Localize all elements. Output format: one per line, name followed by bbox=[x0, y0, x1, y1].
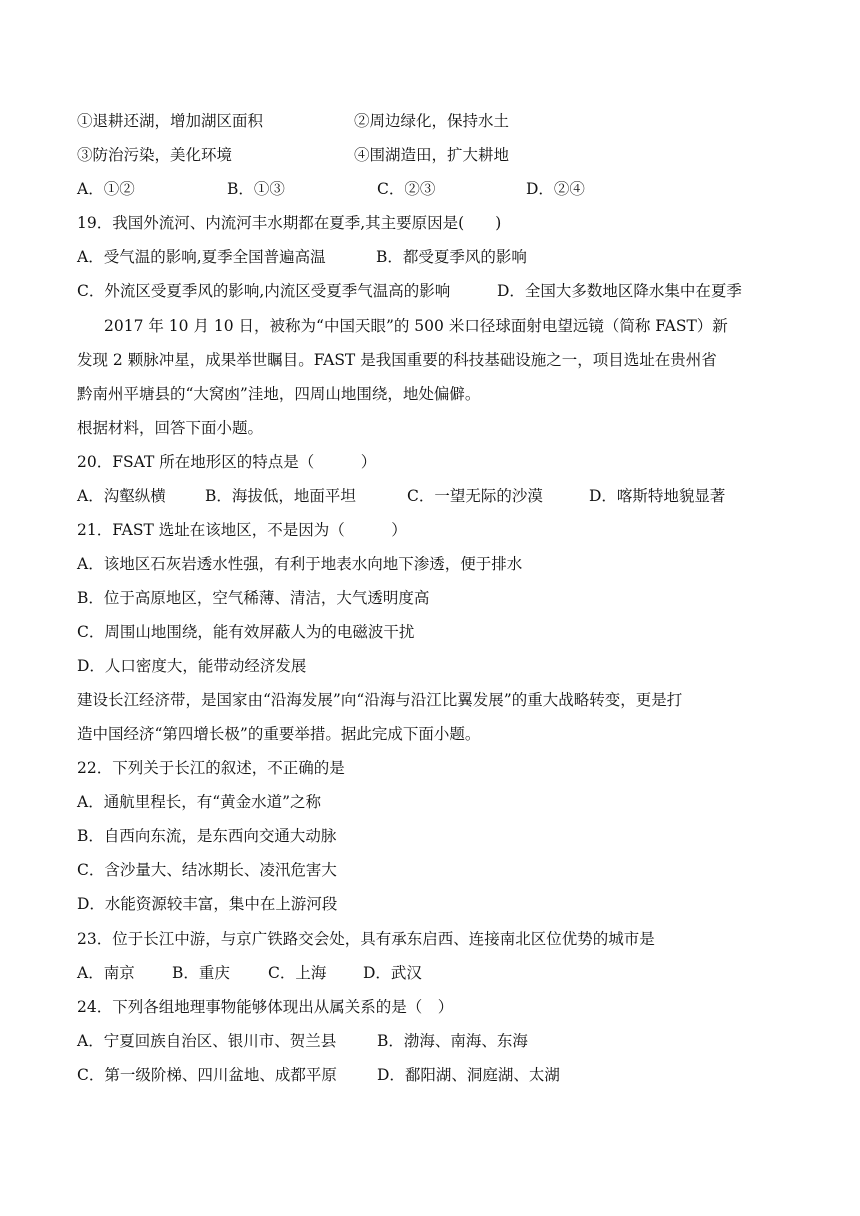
q20-choice-a: A．沟壑纵横 bbox=[77, 487, 166, 505]
material1-line-2: 发现 2 颗脉冲星，成果举世瞩目。FAST 是我国重要的科技基础设施之一，项目选址在贵州省 bbox=[77, 351, 717, 369]
q24-choice-b: B．渤海、南海、东海 bbox=[377, 1032, 528, 1050]
q23-stem: 23．位于长江中游，与京广铁路交会处，具有承东启西、连接南北区位优势的城市是 bbox=[77, 930, 655, 948]
q23-choice-d: D．武汉 bbox=[363, 964, 422, 982]
material2-line-2: 造中国经济“第四增长极”的重要举措。据此完成下面小题。 bbox=[77, 725, 481, 743]
q18-choice-c: C．②③ bbox=[377, 180, 436, 198]
q18-option-row-2 bbox=[77, 145, 510, 165]
q23-choice-a: A．南京 bbox=[77, 964, 135, 982]
q20-choice-c: C．一望无际的沙漠 bbox=[407, 487, 543, 505]
q18-option-1: ①退耕还湖，增加湖区面积 bbox=[77, 112, 264, 130]
q21-choice-a: A．该地区石灰岩透水性强，有利于地表水向地下渗透，便于排水 bbox=[77, 555, 523, 573]
q19-choice-a: A．受气温的影响,夏季全国普遍高温 bbox=[77, 248, 326, 266]
q18-choice-d: D．②④ bbox=[526, 180, 585, 198]
q18-option-row-1 bbox=[77, 111, 510, 131]
material1-line-4: 根据材料，回答下面小题。 bbox=[77, 419, 264, 437]
q23-choice-c: C．上海 bbox=[268, 964, 327, 982]
q20-choice-b: B．海拔低，地面平坦 bbox=[205, 487, 356, 505]
q18-option-2: ②周边绿化，保持水土 bbox=[354, 112, 510, 130]
q24-choices-cd bbox=[77, 1065, 560, 1085]
q24-choice-a: A．宁夏回族自治区、银川市、贺兰县 bbox=[77, 1032, 337, 1050]
q24-choice-c: C．第一级阶梯、四川盆地、成都平原 bbox=[77, 1066, 337, 1084]
q19-choice-c: C．外流区受夏季风的影响,内流区受夏季气温高的影响 bbox=[77, 282, 451, 300]
q19-choices-ab bbox=[77, 247, 527, 267]
q19-choice-b: B．都受夏季风的影响 bbox=[376, 248, 527, 266]
q23-choice-b: B．重庆 bbox=[172, 964, 230, 982]
q24-choice-d: D．鄱阳湖、洞庭湖、太湖 bbox=[377, 1066, 560, 1084]
q22-choice-c: C．含沙量大、结冰期长、凌汛危害大 bbox=[77, 861, 337, 879]
q21-choice-d: D．人口密度大，能带动经济发展 bbox=[77, 657, 307, 675]
q20-stem: 20．FSAT 所在地形区的特点是（ ） bbox=[77, 453, 377, 471]
q19-choices-cd bbox=[77, 281, 742, 301]
q22-choice-d: D．水能资源较丰富，集中在上游河段 bbox=[77, 895, 338, 913]
q22-choice-b: B．自西向东流，是东西向交通大动脉 bbox=[77, 827, 337, 845]
q18-option-4: ④围湖造田，扩大耕地 bbox=[354, 146, 510, 164]
q19-stem: 19．我国外流河、内流河丰水期都在夏季,其主要原因是( ) bbox=[77, 214, 502, 232]
q22-stem: 22．下列关于长江的叙述，不正确的是 bbox=[77, 759, 345, 777]
q23-choices bbox=[77, 963, 422, 983]
q20-choices bbox=[77, 486, 726, 506]
q21-choice-c: C．周围山地围绕，能有效屏蔽人为的电磁波干扰 bbox=[77, 623, 415, 641]
material1-line-1: 2017 年 10 月 10 日，被称为“中国天眼”的 500 米口径球面射电望远镜（简称 FAST）新 bbox=[104, 317, 728, 335]
q22-choice-a: A．通航里程长，有“黄金水道”之称 bbox=[77, 793, 322, 811]
material1-line-3: 黔南州平塘县的“大窝凼”洼地，四周山地围绕，地处偏僻。 bbox=[77, 385, 481, 403]
q18-choice-a: A．①② bbox=[77, 180, 135, 198]
q21-choice-b: B．位于高原地区，空气稀薄、清洁，大气透明度高 bbox=[77, 589, 430, 607]
q18-choices bbox=[77, 179, 585, 199]
material2-line-1: 建设长江经济带，是国家由“沿海发展”向“沿海与沿江比翼发展”的重大战略转变，更是打 bbox=[77, 691, 683, 709]
q18-choice-b: B．①③ bbox=[227, 180, 285, 198]
q21-stem: 21．FAST 选址在该地区，不是因为（ ） bbox=[77, 521, 407, 539]
q24-choices-ab bbox=[77, 1031, 528, 1051]
q19-choice-d: D．全国大多数地区降水集中在夏季 bbox=[497, 282, 742, 300]
q24-stem: 24．下列各组地理事物能够体现出从属关系的是（ ） bbox=[77, 998, 454, 1016]
q18-option-3: ③防治污染，美化环境 bbox=[77, 146, 233, 164]
q20-choice-d: D．喀斯特地貌显著 bbox=[589, 487, 726, 505]
